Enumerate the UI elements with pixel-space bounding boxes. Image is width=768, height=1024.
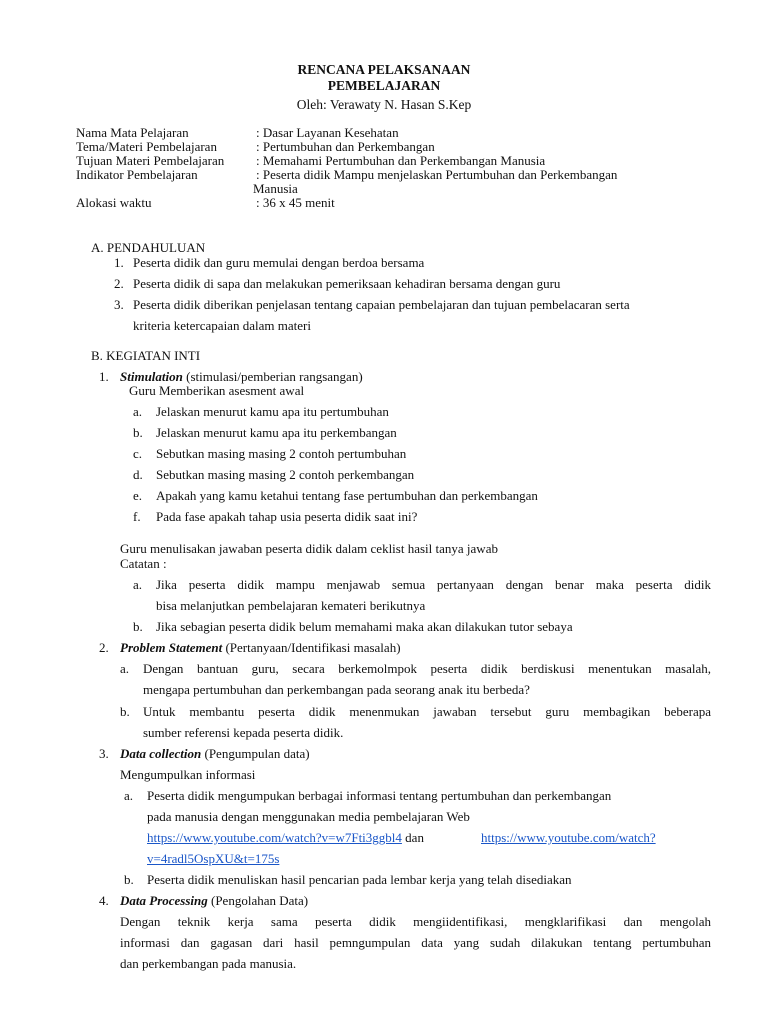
question-item: Jelaskan menurut kamu apa itu perkembangan xyxy=(156,425,397,440)
document-title-line2: PEMBELAJARAN xyxy=(327,78,441,93)
note-letter: b. xyxy=(133,619,143,634)
question-letter: b. xyxy=(133,425,143,440)
info-value: : Peserta didik Mampu menjelaskan Pertumbuhan dan Perkembangan xyxy=(256,167,618,182)
note-text: Guru menulisakan jawaban peserta didik dalam ceklist hasil tanya jawab xyxy=(120,541,498,556)
item-letter: a. xyxy=(124,788,134,803)
step-subtitle: (Pertanyaan/Identifikasi masalah) xyxy=(222,640,401,655)
step-number: 2. xyxy=(99,640,109,655)
question-item: Apakah yang kamu ketahui tentang fase pertumbuhan dan perkembangan xyxy=(156,488,538,503)
list-number: 1. xyxy=(114,255,124,270)
question-letter: a. xyxy=(133,404,143,419)
step-intro: Guru Memberikan asesment awal xyxy=(129,383,305,398)
note-item-continued: bisa melanjutkan pembelajaran kemateri berikutnya xyxy=(156,598,426,613)
youtube-link-1[interactable]: https://www.youtube.com/watch?v=w7Fti3ggbl4 xyxy=(147,830,402,845)
question-item: Jelaskan menurut kamu apa itu pertumbuhan xyxy=(156,404,389,419)
document-title-line1: RENCANA PELAKSANAAN xyxy=(297,62,471,77)
document-author: Oleh: Verawaty N. Hasan S.Kep xyxy=(296,97,472,112)
list-item: Peserta didik di sapa dan melakukan pemeriksaan kehadiran bersama dengan guru xyxy=(133,276,561,291)
list-item: Peserta didik dan guru memulai dengan berdoa bersama xyxy=(133,255,425,270)
item-text-continued: pada manusia dengan menggunakan media pembelajaran Web xyxy=(147,809,470,824)
section-a-heading: A. PENDAHULUAN xyxy=(91,240,206,255)
step-subtitle: (Pengolahan Data) xyxy=(207,893,309,908)
step-title: Stimulation xyxy=(120,369,183,384)
note-letter: a. xyxy=(133,577,143,592)
step-heading xyxy=(120,369,363,384)
step-subtitle: (stimulasi/pemberian rangsangan) xyxy=(182,369,363,384)
step-number: 1. xyxy=(99,369,109,384)
step-number: 3. xyxy=(99,746,109,761)
item-text-continued: sumber referensi kepada peserta didik. xyxy=(143,725,344,740)
info-value: : Dasar Layanan Kesehatan xyxy=(256,125,399,140)
item-letter: b. xyxy=(124,872,134,887)
step-title: Data Processing xyxy=(120,893,208,908)
youtube-link-2-continued[interactable]: v=4radl5OspXU&t=175s xyxy=(147,851,280,866)
info-value-continued: Manusia xyxy=(253,181,298,196)
question-letter: e. xyxy=(133,488,143,503)
step-heading xyxy=(120,640,401,655)
list-number: 3. xyxy=(114,297,124,312)
item-text: Peserta didik menuliskan hasil pencarian pada lembar kerja yang telah disediakan xyxy=(147,872,572,887)
step-intro: Mengumpulkan informasi xyxy=(120,767,256,782)
question-item: Sebutkan masing masing 2 contoh perkembangan xyxy=(156,467,415,482)
links-line xyxy=(147,830,424,845)
step-title: Data collection xyxy=(120,746,202,761)
item-letter: a. xyxy=(120,661,130,676)
step-heading xyxy=(120,893,308,908)
step-title: Problem Statement xyxy=(120,640,223,655)
step-number: 4. xyxy=(99,893,109,908)
info-value: : 36 x 45 menit xyxy=(256,195,335,210)
step-subtitle: (Pengumpulan data) xyxy=(201,746,310,761)
paragraph-line: Dengan teknik kerja sama peserta didik mengiidentifikasi, mengklarifikasi dan mengolah xyxy=(120,914,711,929)
info-value: : Pertumbuhan dan Perkembangan xyxy=(256,139,435,154)
info-label: Alokasi waktu xyxy=(76,195,152,210)
list-number: 2. xyxy=(114,276,124,291)
item-text-continued: mengapa pertumbuhan dan perkembangan pada seorang anak itu berbeda? xyxy=(143,682,530,697)
question-item: Sebutkan masing masing 2 contoh pertumbuhan xyxy=(156,446,407,461)
question-letter: c. xyxy=(133,446,143,461)
item-text: Peserta didik mengumpukan berbagai informasi tentang pertumbuhan dan perkembangan xyxy=(147,788,612,803)
note-item: Jika peserta didik mampu menjawab semua pertanyaan dengan benar maka peserta didik xyxy=(156,577,711,592)
conjunction-text: dan xyxy=(401,830,424,845)
info-label: Tema/Materi Pembelajaran xyxy=(76,139,217,154)
youtube-link-2[interactable]: https://www.youtube.com/watch? xyxy=(481,830,656,845)
info-label: Nama Mata Pelajaran xyxy=(76,125,189,140)
item-letter: b. xyxy=(120,704,130,719)
section-b-heading: B. KEGIATAN INTI xyxy=(91,348,201,363)
list-item-continued: kriteria ketercapaian dalam materi xyxy=(133,318,311,333)
question-letter: d. xyxy=(133,467,143,482)
item-text: Dengan bantuan guru, secara berkemolmpok peserta didik berdiskusi menentukan masalah, xyxy=(143,661,711,676)
note-item: Jika sebagian peserta didik belum memahami maka akan dilakukan tutor sebaya xyxy=(156,619,573,634)
paragraph-line: informasi dan gagasan dari hasil pemngumpulan data yang sudah dilakukan tentang pertumbuhan xyxy=(120,935,711,950)
question-letter: f. xyxy=(133,509,141,524)
item-text: Untuk membantu peserta didik menenmukan jawaban tersebut guru membagikan beberapa xyxy=(143,704,711,719)
info-label: Tujuan Materi Pembelajaran xyxy=(76,153,225,168)
note-label: Catatan : xyxy=(120,556,167,571)
info-value: : Memahami Pertumbuhan dan Perkembangan Manusia xyxy=(256,153,546,168)
info-label: Indikator Pembelajaran xyxy=(76,167,198,182)
step-heading xyxy=(120,746,310,761)
links-line-3 xyxy=(147,851,279,866)
links-line-2 xyxy=(481,830,656,845)
paragraph-line: dan perkembangan pada manusia. xyxy=(120,956,297,971)
list-item: Peserta didik diberikan penjelasan tentang capaian pembelajaran dan tujuan pembelacaran serta xyxy=(133,297,630,312)
question-item: Pada fase apakah tahap usia peserta didik saat ini? xyxy=(156,509,418,524)
